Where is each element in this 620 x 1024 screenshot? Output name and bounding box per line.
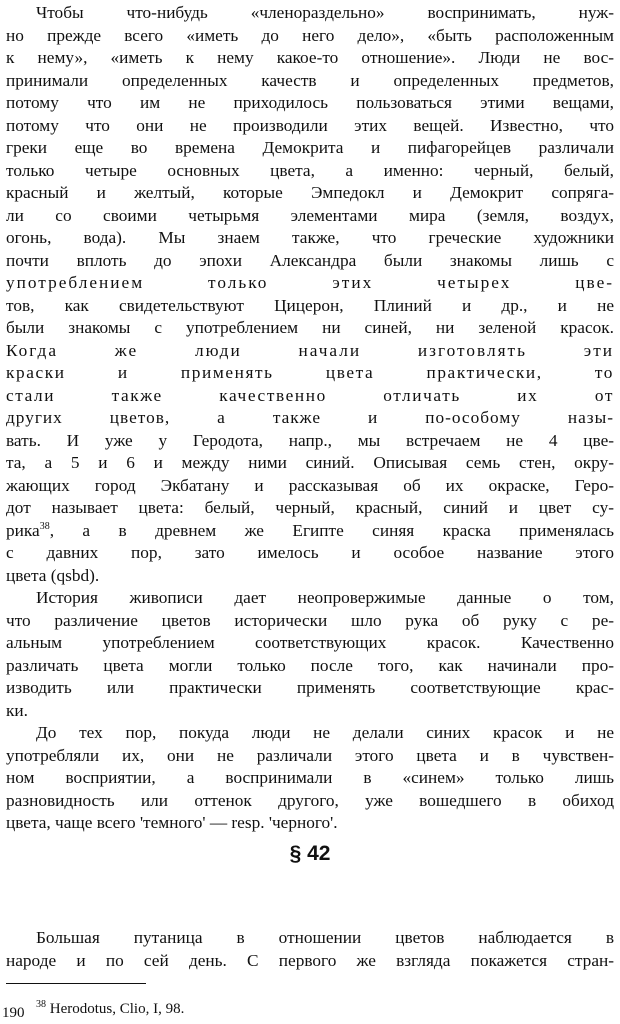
text-fragment: , а в древнем же Египте синяя краска применялась — [49, 520, 614, 540]
paragraph-3 — [6, 722, 614, 835]
page-number: 190 — [2, 1005, 25, 1021]
paragraph-4 — [6, 927, 614, 972]
text-line-spaced: краски и применять цвета практически, то — [6, 363, 614, 382]
text-line: ли со своими четырьмя элементами мира (земля, воздух, — [6, 205, 614, 225]
text-line: изводить или практически применять соответствующие крас- — [6, 678, 614, 697]
text-line-spaced: употреблением только этих четырех цве- — [6, 273, 614, 292]
text-line: потому что они не производили этих вещей. Известно, что — [6, 115, 614, 135]
text-line: огонь, вода). Мы знаем также, что греческие художники — [6, 228, 614, 247]
text-line: цвета (qsbd). — [6, 565, 100, 585]
section-heading: § 42 — [289, 842, 331, 865]
text-line: альным употреблением соответствующих красок. Качественно — [6, 633, 614, 652]
text-line: употребляли их, они не различали этого цвета и в чувствен- — [6, 745, 614, 765]
footnote-divider — [6, 983, 146, 984]
text-line: с давних пор, зато имелось и особое название этого — [6, 543, 614, 562]
text-line-spaced: Когда же люди начали изготовлять эти — [6, 340, 614, 360]
text-line: разновидность или оттенок другого, уже вошедшего в обиход — [6, 790, 614, 810]
text-line: История живописи дает неопровержимые данные о том, — [36, 588, 614, 607]
text-fragment: рика — [6, 520, 40, 540]
text-line: дот называет цвета: белый, черный, красный, синий и цвет су- — [6, 498, 614, 517]
text-line: потому что им не приходилось пользоваться этими вещами, — [6, 93, 614, 112]
text-line: ки. — [6, 700, 28, 720]
text-line: почти вплоть до эпохи Александра были знакомы лишь с — [6, 250, 614, 270]
paragraph-1 — [6, 2, 614, 587]
paragraph-2 — [6, 587, 614, 722]
text-line: До тех пор, покуда люди не делали синих красок и не — [36, 723, 614, 742]
text-line: ном восприятии, а воспринимали в «синем» только лишь — [6, 768, 614, 787]
text-line: были знакомы с употреблением ни синей, ни зеленой красок. — [6, 318, 614, 337]
text-line: красный и желтый, которые Эмпедокл и Демокрит сопряга- — [6, 183, 614, 202]
text-line: цвета, чаще всего 'темного' — resp. 'черного'. — [6, 813, 338, 832]
text-line: принимали определенных качеств и определенных предметов, — [6, 70, 614, 90]
footnote-text: Herodotus, Clio, I, 98. — [49, 1001, 185, 1017]
text-line: тов, как свидетельствуют Цицерон, Плиний и др., и не — [6, 295, 614, 315]
text-line: Большая путаница в отношении цветов наблюдается в — [36, 928, 614, 947]
text-line: жающих город Экбатану и рассказывая об их окраске, Геро- — [6, 475, 614, 495]
text-line: но прежде всего «иметь до него дело», «быть расположенным — [6, 25, 614, 45]
text-line: народе и по сей день. С первого же взгляда покажется стран- — [6, 950, 614, 970]
text-line: только четыре основных цвета, а именно: черный, белый, — [6, 160, 614, 180]
footnote-reference: 38 — [39, 520, 50, 532]
text-line: к нему», «иметь к нему какое-то отношение». Люди не вос- — [6, 48, 614, 67]
text-line: что различение цветов исторически шло рука об руку с ре- — [6, 610, 614, 630]
footnote — [36, 1000, 184, 1018]
footnote-number: 38 — [36, 999, 46, 1010]
text-line-spaced: стали также качественно отличать их от — [6, 385, 614, 405]
text-line: греки еще во времена Демокрита и пифагорейцев различали — [6, 138, 614, 157]
text-line-with-footnote — [6, 520, 614, 543]
text-line: различать цвета могли только после того, как начинали про- — [6, 655, 614, 675]
text-line-spaced: других цветов, а также и по-особому назы- — [6, 408, 614, 427]
text-line: Чтобы что-нибудь «членораздельно» воспринимать, нуж- — [36, 3, 614, 22]
text-line: та, а 5 и 6 и между ними синий. Описывая семь стен, окру- — [6, 453, 614, 472]
text-line: вать. И уже у Геродота, напр., мы встречаем не 4 цве- — [6, 430, 614, 450]
